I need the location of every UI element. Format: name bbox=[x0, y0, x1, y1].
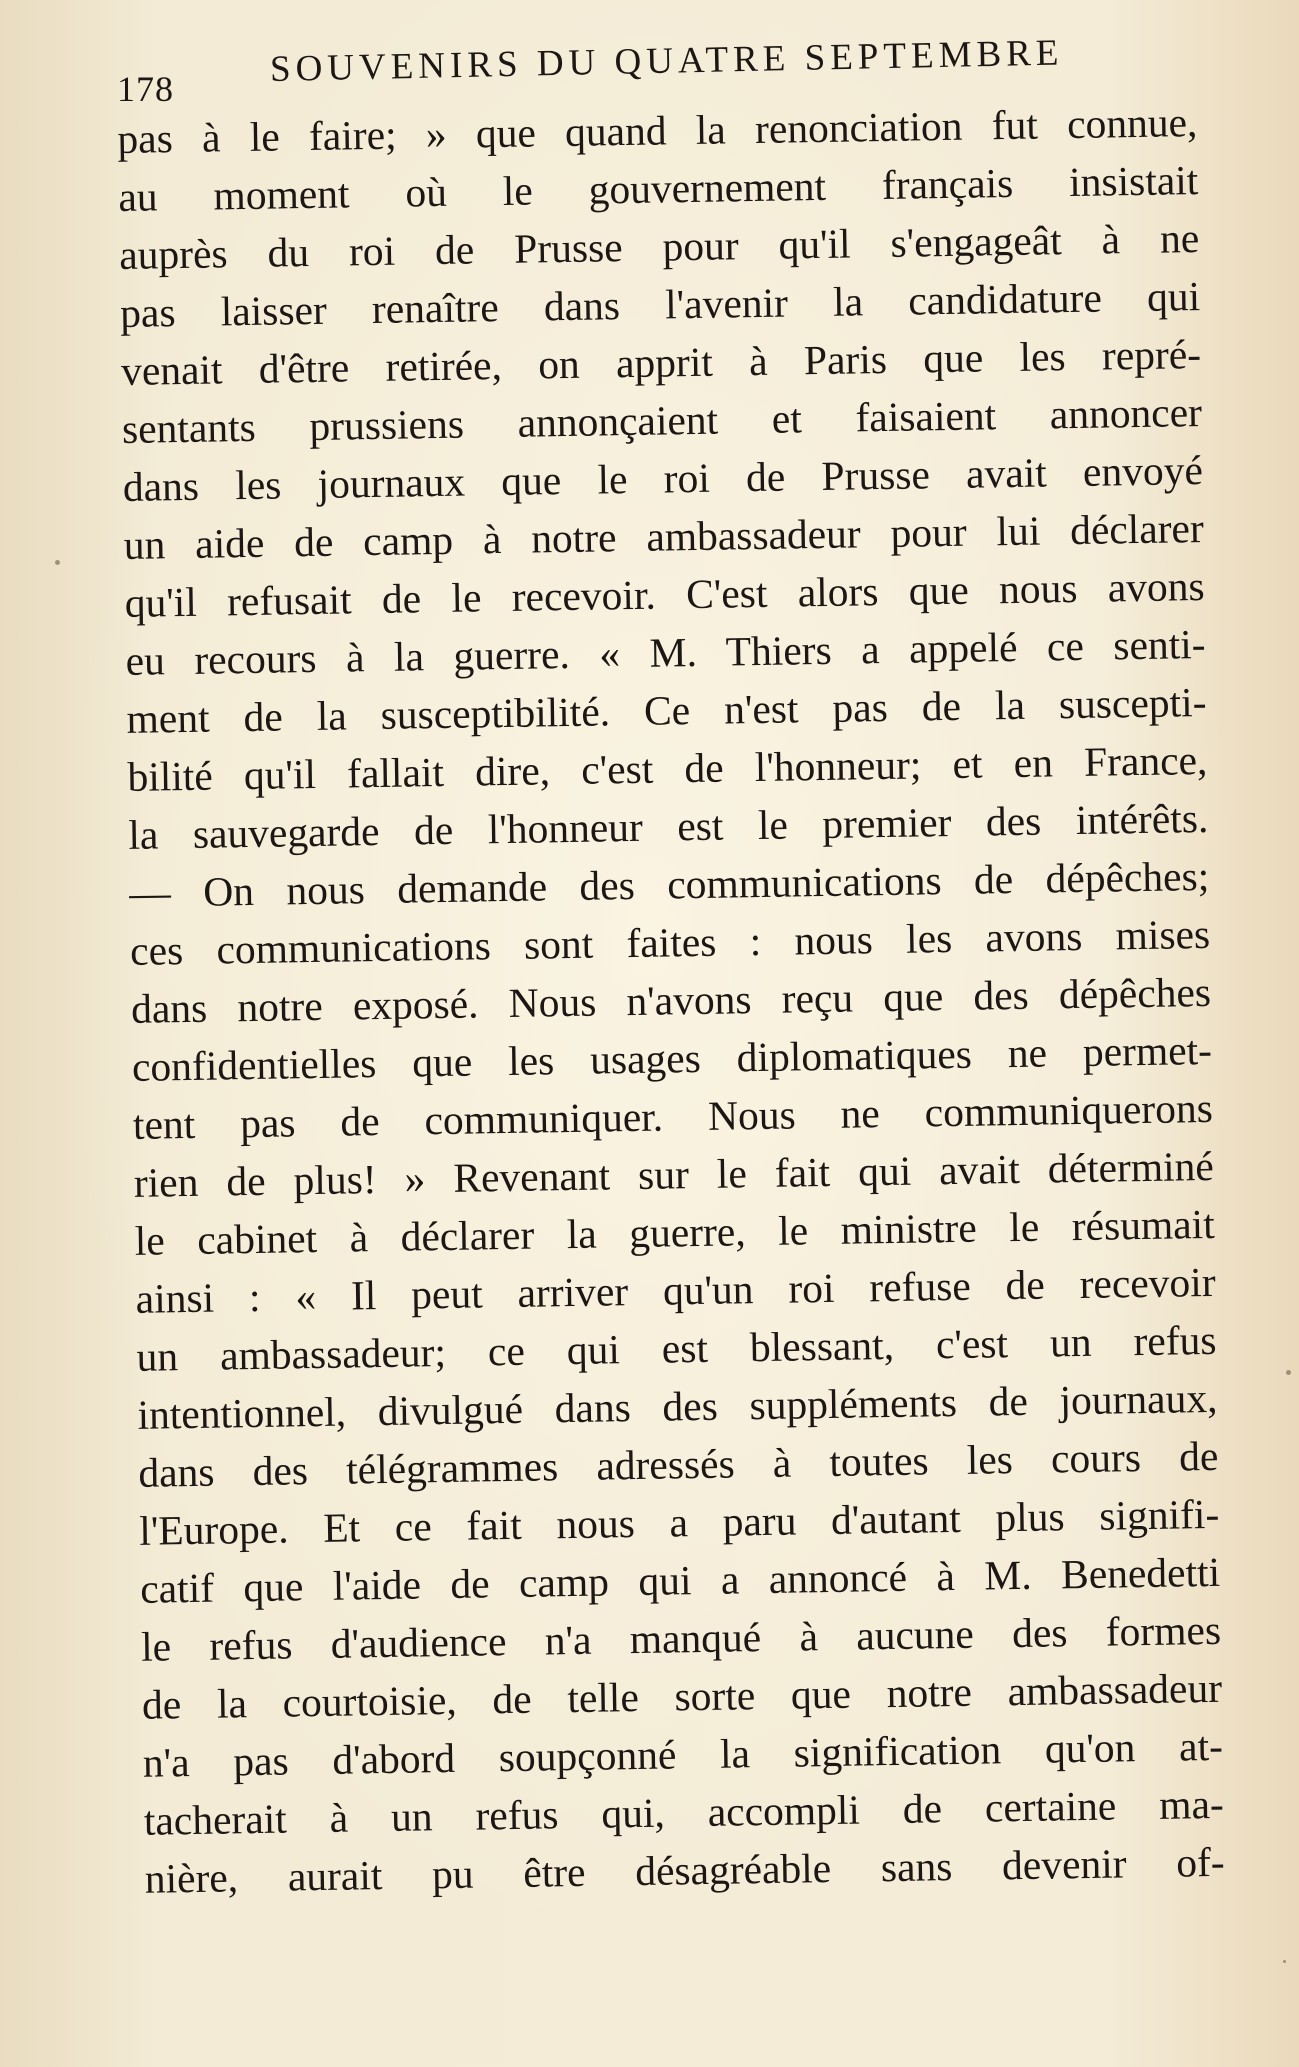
text-line: rien de plus! » Revenant sur le fait qui avait déterminé bbox=[133, 1142, 1215, 1206]
text-line: le cabinet à déclarer la guerre, le ministre le résumait bbox=[134, 1200, 1215, 1264]
paper-speck bbox=[55, 560, 60, 565]
text-line: de la courtoisie, de telle sorte que notre ambassadeur bbox=[141, 1664, 1223, 1728]
text-line: qu'il refusait de le recevoir. C'est alors que nous avons bbox=[124, 562, 1205, 626]
text-line: pas laisser renaître dans l'avenir la candidature qui bbox=[119, 273, 1201, 336]
text-line: la sauvegarde de l'honneur est le premier des intérêts. bbox=[128, 794, 1209, 858]
text-line: pas à le faire; » que quand la renonciation fut connue, bbox=[117, 99, 1198, 162]
text-line: au moment où le gouvernement français insistait bbox=[118, 157, 1199, 220]
text-line: sentants prussiens annonçaient et faisaient annoncer bbox=[121, 388, 1203, 452]
text-line: ainsi : « Il peut arriver qu'un roi refuse de recevoir bbox=[135, 1258, 1216, 1322]
paper-speck bbox=[1283, 1960, 1286, 1963]
text-line: dans les journaux que le roi de Prusse avait envoyé bbox=[122, 446, 1204, 510]
text-line: — On nous demande des communications de dépêches; bbox=[128, 852, 1210, 916]
text-line: n'a pas d'abord soupçonné la signification qu'on at- bbox=[142, 1722, 1224, 1786]
text-line: catif que l'aide de camp qui a annoncé à M. Benedetti bbox=[139, 1548, 1221, 1612]
text-line: venait d'être retirée, on apprit à Paris que les repré- bbox=[120, 331, 1202, 394]
text-line: dans notre exposé. Nous n'avons reçu que des dépêches bbox=[130, 968, 1212, 1032]
text-line: un aide de camp à notre ambassadeur pour lui déclarer bbox=[123, 504, 1205, 568]
page-number: 178 bbox=[117, 69, 174, 109]
text-line: bilité qu'il fallait dire, c'est de l'honneur; et en France, bbox=[127, 736, 1208, 800]
text-line: auprès du roi de Prusse pour qu'il s'engageât à ne bbox=[118, 215, 1200, 278]
text-line: dans des télégrammes adressés à toutes les cours de bbox=[138, 1432, 1219, 1496]
text-line: tacherait à un refus qui, accompli de certaine ma- bbox=[143, 1780, 1225, 1844]
running-title: SOUVENIRS DU QUATRE SEPTEMBRE bbox=[269, 32, 1064, 90]
page-header bbox=[117, 32, 1197, 109]
text-line: intentionnel, divulgué dans des suppléments de journaux, bbox=[137, 1374, 1218, 1438]
text-line: ces communications sont faites : nous les avons mises bbox=[129, 910, 1211, 974]
text-line: tent pas de communiquer. Nous ne communiquerons bbox=[132, 1084, 1214, 1148]
text-line: ment de la susceptibilité. Ce n'est pas de la suscepti- bbox=[126, 678, 1207, 742]
body-text bbox=[117, 93, 1225, 1908]
text-line: un ambassadeur; ce qui est blessant, c'est un refus bbox=[136, 1316, 1217, 1380]
text-line: confidentielles que les usages diplomatiques ne permet- bbox=[131, 1026, 1213, 1090]
text-line: l'Europe. Et ce fait nous a paru d'autant plus signifi- bbox=[138, 1490, 1220, 1554]
paper-speck bbox=[1286, 1370, 1291, 1375]
text-line: le refus d'audience n'a manqué à aucune des formes bbox=[140, 1606, 1222, 1670]
text-line: eu recours à la guerre. « M. Thiers a appelé ce senti- bbox=[125, 620, 1206, 684]
text-line: nière, aurait pu être désagréable sans devenir of- bbox=[144, 1838, 1226, 1902]
